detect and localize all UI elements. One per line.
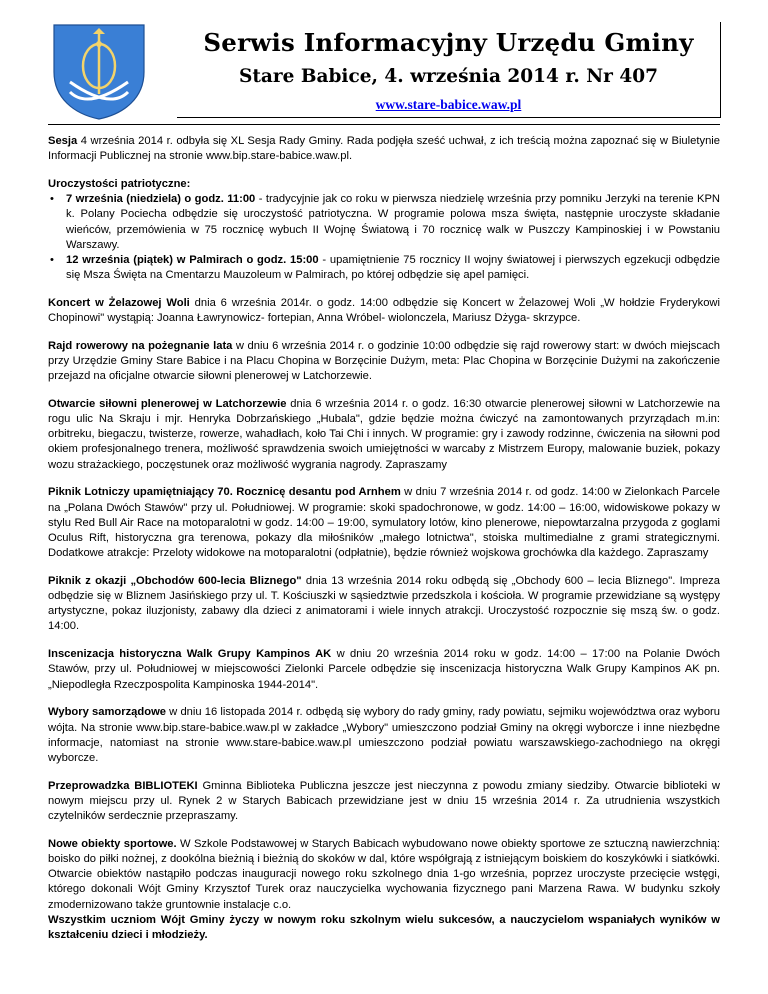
section-text: W Szkole Podstawowej w Starych Babicach wybudowano nowe obiekty sportowe ze sztuczną nawierzchnią: boisko do piłki nożnej, z dookólna bieżnią i bieżnią do skoków w dal, które współgrają z istniejącym boiskiem do koszykówki i siatkówki. Otwarcie obiektów nastąpiło podczas inauguracji nowego roku szkolnego dnia 1-go września, poprzez uroczyste przecięcie wstęgi, którego dokonali Wójt Gminy Krzysztof Turek oraz nauczycielka wychowania fizycznego pani Marzena Rawa. W budynku szkoły zmodernizowano także gruntownie instalacje c.o. — [48, 837, 720, 911]
list-item — [48, 192, 720, 253]
section-text: Gminna Biblioteka Publiczna jeszcze jest nieczynna z powodu zmiany siedziby. Otwarcie biblioteki w nowym miejscu przy ul. Rynek 2 w Starych Babicach przewidziane jest w dniu 15 września 2014 r. Za utrudnienia wszystkich czytelników serdecznie przepraszamy. — [48, 779, 721, 823]
section-heading: Otwarcie siłowni plenerowej w Latchorzewie — [48, 397, 287, 410]
section-inscenizacja — [48, 647, 720, 693]
section-text: w dniu 6 września 2014 r. o godzinie 10:00 odbędzie się rajd rowerowy start: w dwóch miejscach przy Urzędzie Gminy Stare Babice i na Placu Chopina w Borzęcinie Dużym, meta: Plac Chopina w Borzęcinie Dużymi na zakończenie przejazd na oficjalne otwarcie siłowni plenerowej w Latchorzewie. — [48, 339, 720, 383]
section-text: 4 września 2014 r. odbyła się XL Sesja Rady Gminy. Rada podjęła sześć uchwał, z ich treścią można zapoznać się w Biuletynie Informacji Publicznej na stronie www.bip.stare-babice.waw.pl. — [48, 135, 720, 163]
issue-subtitle: Stare Babice, 4. września 2014 r. Nr 407 — [239, 66, 658, 87]
section-biblioteka — [48, 779, 720, 825]
bulletin-content — [48, 134, 720, 943]
section-heading: Inscenizacja historyczna Walk Grupy Kampinos AK — [48, 648, 332, 661]
title-box — [177, 22, 721, 118]
page-title: Serwis Informacyjny Urzędu Gminy — [203, 28, 694, 57]
section-sesja — [48, 134, 720, 164]
bullet-icon: • — [50, 193, 54, 206]
section-wybory — [48, 705, 720, 766]
header — [48, 20, 720, 120]
section-heading: Wybory samorządowe — [48, 706, 166, 719]
item-heading: 12 września (piątek) w Palmirach o godz. 15:00 — [66, 253, 319, 266]
section-heading: Nowe obiekty sportowe. — [48, 837, 177, 850]
item-text: - upamiętnienie 75 rocznicy II wojny światowej i pierwszych egzekucji odbędzie się Msza Święta na Cmentarzu Mauzoleum w Palmirach, po której odbędzie się apel pamięci. — [66, 253, 721, 282]
section-text: w dniu 7 września 2014 r. od godz. 14:00 w Zielonkach Parcele na „Polana Dwóch Stawów" przy ul. Południowej. W programie: skoki spadochronowe, w godz. 14:00 – 16:00, widowiskowe pokazy w stylu Red Bull Air Race na motoparalotni w godz. 14:00 – 19:00, symulatory lotów, kino plenerowe, niepowtarzalna przygoda z goglami Oculus Rift, historyczna gra terenowa, pokazy dla miłośników „małego lotnictwa", stoiska multimedialne z grami strategicznymi. Dodatkowe atrakcje: Przeloty widokowe na motoparalotni (odpłatnie), będzie również wojskowa grochówka dla każdego. Zapraszamy — [48, 486, 720, 560]
section-heading: Przeprowadzka BIBLIOTEKI — [48, 779, 198, 792]
section-text: dnia 6 września 2014 r. o godz. 16:30 otwarcie plenerowej siłowni w Latchorzewie na rogu ulic Na Skraju i mjr. Henryka Dobrzańskiego „Hubala", gdzie będzie można ćwiczyć na zamontowanych przyrządach m.in: orbitreku, biegaczu, twisterze, rowerze, wahadłach, koło Tai Chi i innych. W programie: gry i zawody rodzinne, ćwiczenia na siłowni pod okiem profesjonalnego trenera, możliwość sprawdzenia swoich umiejętności w warcaby z Mistrzem Europy, malowanie buziek, pokazy wozu strażackiego, poczęstunek oraz możliwość wygrania nagrody. Zapraszamy — [48, 397, 720, 471]
section-piknik-bliznego — [48, 574, 720, 635]
section-heading: Rajd rowerowy na pożegnanie lata — [48, 339, 233, 352]
section-piknik-lotniczy — [48, 485, 720, 561]
event-list — [48, 192, 720, 283]
bullet-icon: • — [50, 253, 54, 266]
item-heading: 7 września (niedziela) o godz. 11:00 — [66, 193, 256, 206]
section-heading: Koncert w Żelazowej Woli — [48, 296, 190, 309]
section-koncert — [48, 296, 720, 326]
section-uroczystosci — [48, 177, 720, 283]
header-rule — [48, 124, 720, 125]
section-heading: Uroczystości patriotyczne: — [48, 177, 191, 190]
section-text: dnia 13 września 2014 roku odbędą się „Obchody 600 – lecia Bliznego". Impreza odbędzie się w Bliznem Jasińskiego przy ul. T. Kościuszki w sąsiedztwie przedszkola i kościoła. W programie przewidziane są występy artystyczne, pokaz iluzjonisty, zabawy dla dzieci z animatorami i wiele innych atrakcji. Uroczystość rozpocznie się mszą św. o godz. 14:00. — [48, 574, 720, 633]
section-obiekty — [48, 837, 720, 943]
section-heading: Piknik Lotniczy upamiętniający 70. Rocznicę desantu pod Arnhem — [48, 486, 401, 499]
section-rajd — [48, 339, 720, 385]
website-link[interactable]: www.stare-babice.waw.pl — [375, 97, 522, 112]
section-text: w dniu 20 września 2014 roku w godz. 14:00 – 17:00 na Polanie Dwóch Stawów, przy ul. Południowej w miejscowości Zielonki Parcele odbędzie się inscenizacja historyczna Walk Grupy Kampinos AK pn. „Niepodległa Rzeczpospolita Kampinoska 1944-2014". — [48, 648, 721, 691]
crest-icon — [48, 20, 150, 120]
section-text: w dniu 16 listopada 2014 r. odbędą się wybory do rady gminy, rady powiatu, sejmiku województwa oraz wyboru wójta. Na stronie www.bip.stare-babice.waw.pl w zakładce „Wybory" umieszczono podział Gminy na okręgi wyborcze i inne niezbędne informacje, natomiast na stronie www.stare-babice.waw.pl umieszczono podział powiatu warszawskiego-zachodniego na okręgi wyborcze. — [48, 706, 720, 764]
closing-wishes: Wszystkim uczniom Wójt Gminy życzy w nowym roku szkolnym wielu sukcesów, a nauczycielom wspaniałych wyników w kształceniu dzieci i młodzieży. — [48, 913, 720, 941]
list-item — [48, 253, 720, 283]
section-silownia — [48, 397, 720, 473]
section-heading: Sesja — [48, 135, 78, 147]
section-text: dnia 6 września 2014r. o godz. 14:00 odbędzie się Koncert w Żelazowej Woli „W hołdzie Fryderykowi Chopinowi" wystąpią: Joanna Ławrynowicz- fortepian, Anna Wróbel- wiolonczela, Mariusz Dżyga- skrzypce. — [48, 296, 720, 325]
section-heading: Piknik z okazji „Obchodów 600-lecia Bliznego" — [48, 574, 302, 587]
item-text: - tradycyjnie jak co roku w pierwsza niedzielę września przy pomniku Jerzyki na terenie KPN k. Polany Pociecha odbędzie się uroczystość patriotyczna. W programie polowa msza święta, następnie uroczyste składanie wieńców, przemówienia w 75 rocznicę wybuch II Wojnę Światową i 70 rocznicę walk w Puszczy Kampinoskiej i w Powstaniu Warszawy. — [66, 193, 720, 251]
